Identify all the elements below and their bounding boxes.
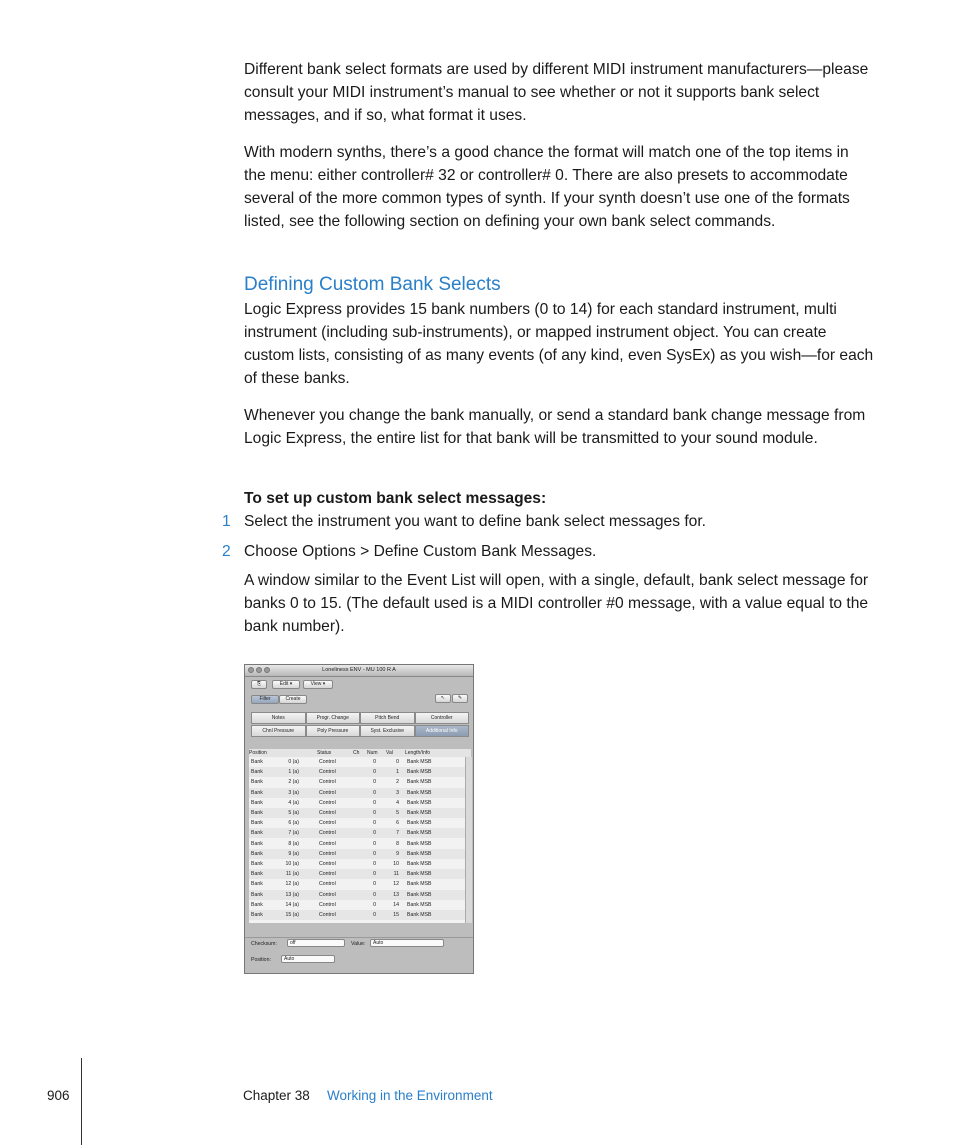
- table-row: [249, 859, 465, 869]
- row-val: 10: [393, 861, 399, 867]
- row-bank-number: 1 (a): [288, 769, 299, 776]
- row-position: Bank: [251, 912, 263, 918]
- row-bank-number: 12 (a): [285, 881, 299, 888]
- row-status: Control: [319, 840, 336, 847]
- row-info: Bank MSB: [407, 779, 432, 786]
- row-status: Control: [319, 769, 336, 776]
- row-ch: 0: [373, 830, 376, 837]
- table-row: [249, 839, 465, 849]
- row-info: Bank MSB: [407, 810, 432, 816]
- row-val: 0: [396, 759, 399, 765]
- row-val: 2: [396, 779, 399, 786]
- row-status: Control: [319, 871, 336, 878]
- table-row: [249, 900, 465, 910]
- row-status: Control: [319, 759, 336, 765]
- row-val: 11: [393, 871, 399, 878]
- row-position: Bank: [251, 891, 263, 898]
- table-row: [249, 798, 465, 808]
- row-status: Control: [319, 850, 336, 857]
- row-val: 1: [396, 769, 399, 776]
- table-row: [249, 818, 465, 828]
- row-val: 9: [396, 850, 399, 857]
- tab-controller: Controller: [415, 712, 470, 724]
- position-value: Auto: [284, 956, 295, 962]
- row-bank-number: 9 (a): [288, 850, 299, 857]
- footer-chapter: Chapter 38: [243, 1088, 310, 1103]
- edit-menu: Edit ▾: [272, 680, 300, 689]
- row-position: Bank: [251, 871, 263, 878]
- row-bank-number: 14 (a): [285, 901, 299, 908]
- paragraph-5: A window similar to the Event List will open, with a single, default, bank select message for banks 0 to 15. (The default used is a MIDI controller #0 message, with a value equal to the bank number).: [244, 572, 869, 635]
- row-bank-number: 4 (a): [288, 799, 299, 806]
- table-row: [249, 910, 465, 920]
- table-row: [249, 890, 465, 900]
- col-ch: Ch: [353, 750, 360, 756]
- table-row: [249, 777, 465, 787]
- step-1: Select the instrument you want to define bank select messages for.: [244, 513, 707, 530]
- tab-progr-change: Progr. Change: [306, 712, 361, 724]
- row-info: Bank MSB: [407, 901, 432, 908]
- edit-menu-label: Edit: [279, 681, 289, 687]
- row-info: Bank MSB: [407, 830, 432, 837]
- row-bank-number: 3 (a): [288, 789, 299, 796]
- tab-poly-pressure: Poly Pressure: [306, 725, 361, 737]
- row-bank-number: 0 (a): [288, 759, 299, 765]
- row-info: Bank MSB: [407, 871, 432, 878]
- col-length-info: Length/Info: [405, 750, 431, 756]
- view-menu: View ▾: [303, 680, 333, 689]
- tab-notes: Notes: [251, 712, 306, 724]
- row-position: Bank: [251, 810, 263, 816]
- tab-pitch-bend: Pitch Bend: [360, 712, 415, 724]
- row-info: Bank MSB: [407, 799, 432, 806]
- row-ch: 0: [373, 901, 376, 908]
- row-bank-number: 8 (a): [288, 840, 299, 847]
- row-info: Bank MSB: [407, 850, 432, 857]
- row-position: Bank: [251, 779, 263, 786]
- value-label: Value:: [351, 941, 366, 947]
- table-row: [249, 788, 465, 798]
- row-ch: 0: [373, 912, 376, 918]
- pencil-tool-icon: ✎: [452, 694, 468, 703]
- row-position: Bank: [251, 820, 263, 827]
- row-val: 12: [393, 881, 399, 888]
- step-2-number: 2: [222, 543, 231, 560]
- row-info: Bank MSB: [407, 861, 432, 867]
- row-status: Control: [319, 779, 336, 786]
- position-label: Position:: [251, 957, 271, 963]
- step-1-number: 1: [222, 513, 231, 530]
- pointer-tool-icon: ↖: [435, 694, 451, 703]
- paragraph-4: Whenever you change the bank manually, or send a standard bank change message from Logic Express, the entire list for that bank will be transmitted to your sound module.: [244, 407, 866, 447]
- table-row: [249, 828, 465, 838]
- row-val: 14: [393, 901, 399, 908]
- filter-button: Filter: [251, 695, 279, 704]
- row-val: 15: [393, 912, 399, 918]
- row-ch: 0: [373, 881, 376, 888]
- checksum-label: Checksum:: [251, 941, 277, 947]
- row-position: Bank: [251, 840, 263, 847]
- row-bank-number: 7 (a): [288, 830, 299, 837]
- event-list: [249, 757, 465, 923]
- table-row: [249, 757, 465, 767]
- row-status: Control: [319, 861, 336, 867]
- task-heading: To set up custom bank select messages:: [244, 490, 547, 507]
- row-val: 8: [396, 840, 399, 847]
- col-status: Status: [317, 750, 332, 756]
- table-row: [249, 767, 465, 777]
- row-bank-number: 15 (a): [285, 912, 299, 918]
- tab-additional-info: Additional Info: [415, 725, 470, 737]
- row-bank-number: 11 (a): [285, 871, 299, 878]
- row-position: Bank: [251, 799, 263, 806]
- row-position: Bank: [251, 830, 263, 837]
- row-ch: 0: [373, 759, 376, 765]
- row-status: Control: [319, 891, 336, 898]
- row-info: Bank MSB: [407, 759, 432, 765]
- row-status: Control: [319, 820, 336, 827]
- value-select: [370, 939, 444, 947]
- section-heading: Defining Custom Bank Selects: [244, 274, 501, 295]
- row-val: 13: [393, 891, 399, 898]
- row-info: Bank MSB: [407, 912, 432, 918]
- row-bank-number: 13 (a): [285, 891, 299, 898]
- window-titlebar: [245, 665, 473, 677]
- row-bank-number: 6 (a): [288, 820, 299, 827]
- filter-tabs-row-1: [251, 712, 469, 724]
- row-info: Bank MSB: [407, 820, 432, 827]
- row-val: 6: [396, 820, 399, 827]
- footer-chapter-title: Working in the Environment: [327, 1088, 493, 1103]
- row-ch: 0: [373, 850, 376, 857]
- bottom-panel: [245, 937, 473, 974]
- create-button: Create: [279, 695, 307, 704]
- value-value: Auto: [373, 940, 384, 946]
- event-list-window-screenshot: [244, 664, 474, 974]
- row-status: Control: [319, 789, 336, 796]
- col-num: Num: [367, 750, 378, 756]
- table-row: [249, 879, 465, 889]
- row-status: Control: [319, 901, 336, 908]
- page-number: 906: [47, 1088, 70, 1103]
- position-select: [281, 955, 335, 963]
- row-ch: 0: [373, 861, 376, 867]
- row-val: 4: [396, 799, 399, 806]
- row-ch: 0: [373, 820, 376, 827]
- row-bank-number: 5 (a): [288, 810, 299, 816]
- footer-rule: [81, 1058, 82, 1145]
- row-position: Bank: [251, 759, 263, 765]
- row-status: Control: [319, 799, 336, 806]
- row-val: 7: [396, 830, 399, 837]
- row-ch: 0: [373, 810, 376, 816]
- paragraph-3: Logic Express provides 15 bank numbers (0 to 14) for each standard instrument, multi instrument (including sub-instruments), or mapped instrument object. You can create custom lists, consisting of as many events (of any kind, even SysEx) as you wish—for each of these banks.: [244, 301, 874, 387]
- table-row: [249, 869, 465, 879]
- row-bank-number: 10 (a): [285, 861, 299, 867]
- scrollbar: [465, 757, 472, 923]
- view-menu-label: View: [310, 681, 322, 687]
- row-ch: 0: [373, 789, 376, 796]
- row-position: Bank: [251, 850, 263, 857]
- row-status: Control: [319, 810, 336, 816]
- checksum-value: off: [290, 940, 296, 946]
- row-info: Bank MSB: [407, 891, 432, 898]
- table-row: [249, 849, 465, 859]
- row-position: Bank: [251, 881, 263, 888]
- col-position: Position: [249, 750, 267, 756]
- paragraph-2: With modern synths, there’s a good chance the format will match one of the top items in the menu: either controller# 32 or controller# 0. There are also presets to accommodate several of the more common types of synth. If your synth doesn’t use one of the formats listed, see the following section on defining your own bank select commands.: [244, 144, 850, 230]
- col-val: Val: [386, 750, 393, 756]
- row-position: Bank: [251, 861, 263, 867]
- row-status: Control: [319, 912, 336, 918]
- row-ch: 0: [373, 840, 376, 847]
- row-info: Bank MSB: [407, 789, 432, 796]
- link-icon: ⎘: [251, 680, 267, 689]
- row-status: Control: [319, 830, 336, 837]
- tab-chnl-pressure: Chnl Pressure: [251, 725, 306, 737]
- row-val: 5: [396, 810, 399, 816]
- row-status: Control: [319, 881, 336, 888]
- row-position: Bank: [251, 769, 263, 776]
- row-position: Bank: [251, 789, 263, 796]
- row-info: Bank MSB: [407, 840, 432, 847]
- row-bank-number: 2 (a): [288, 779, 299, 786]
- paragraph-1: Different bank select formats are used by different MIDI instrument manufacturers—please consult your MIDI instrument’s manual to see whether or not it supports bank select messages, and if so, what format it uses.: [244, 61, 869, 124]
- row-ch: 0: [373, 769, 376, 776]
- tab-syst-exclusive: Syst. Exclusive: [360, 725, 415, 737]
- row-info: Bank MSB: [407, 881, 432, 888]
- row-ch: 0: [373, 799, 376, 806]
- table-row: [249, 808, 465, 818]
- step-2: Choose Options > Define Custom Bank Messages.: [244, 543, 597, 560]
- row-ch: 0: [373, 779, 376, 786]
- row-position: Bank: [251, 901, 263, 908]
- row-ch: 0: [373, 871, 376, 878]
- row-ch: 0: [373, 891, 376, 898]
- row-info: Bank MSB: [407, 769, 432, 776]
- checksum-select: [287, 939, 345, 947]
- window-title: Loneliness ENV - MU 100 R A: [322, 666, 396, 673]
- row-val: 3: [396, 789, 399, 796]
- filter-tabs-row-2: [251, 725, 469, 737]
